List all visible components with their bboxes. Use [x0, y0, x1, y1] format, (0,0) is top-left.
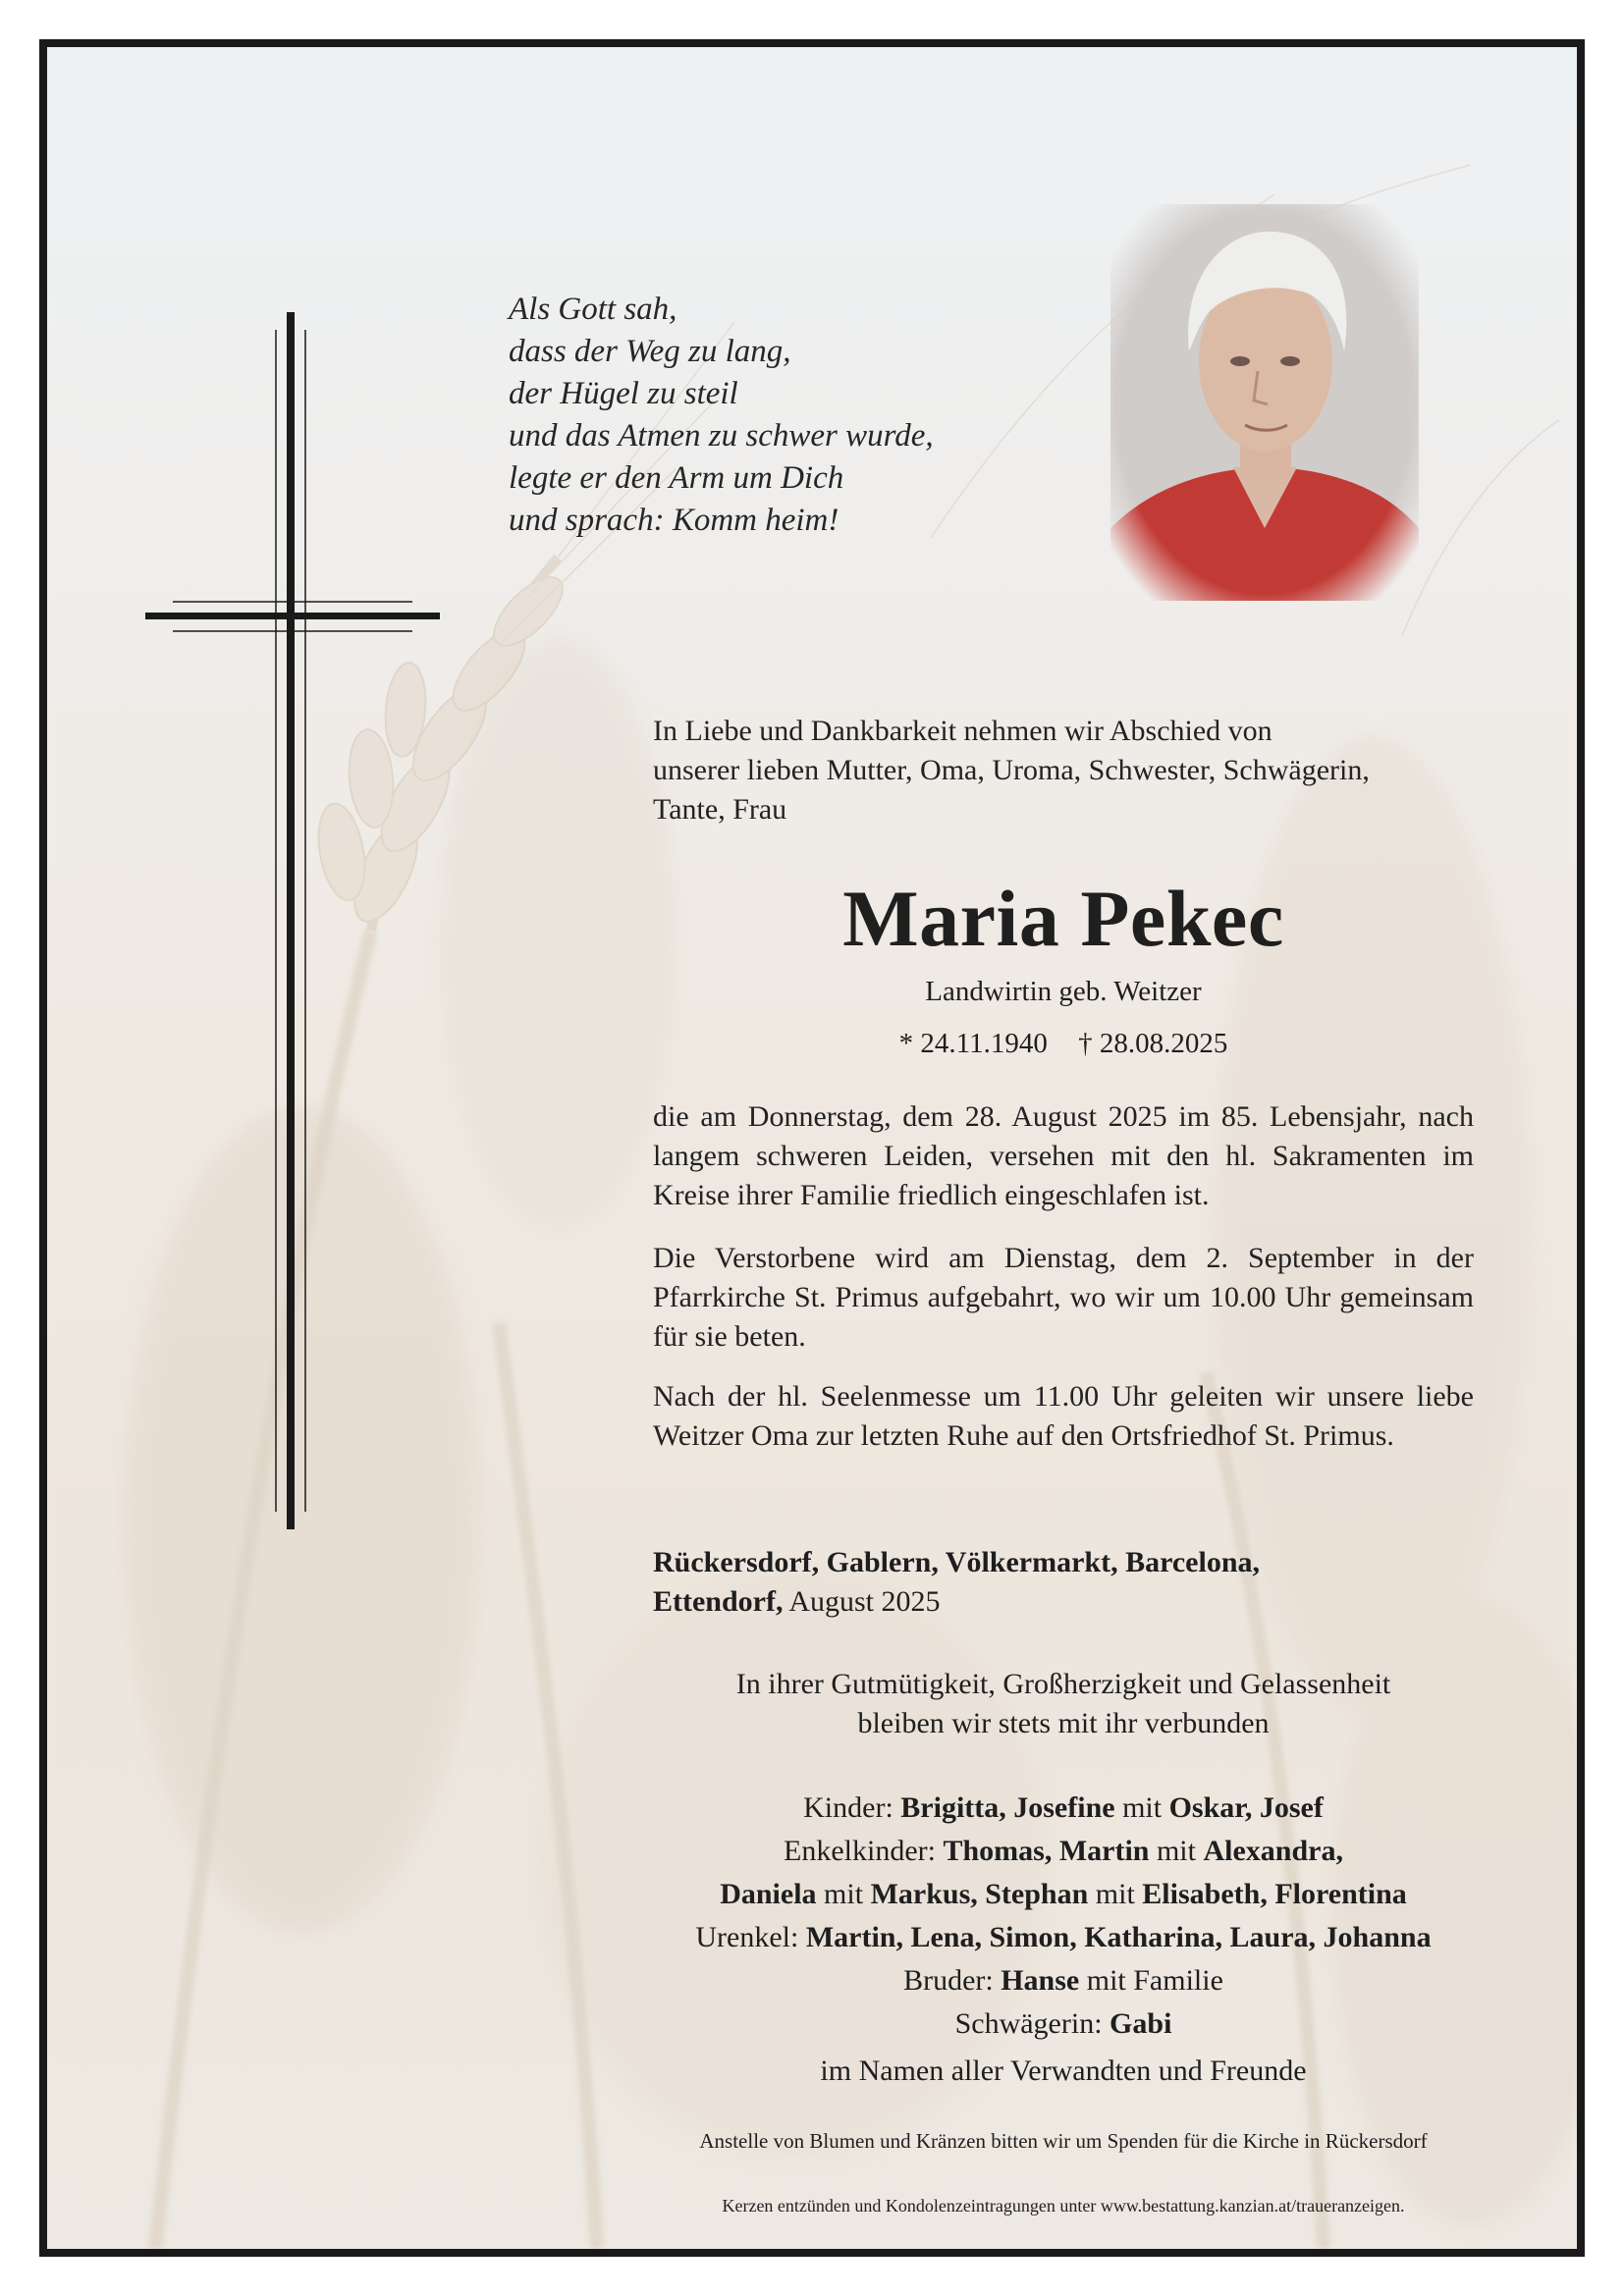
intro-line: In Liebe und Dankbarkeit nehmen wir Abschied von [653, 715, 1272, 747]
poem-line: legte er den Arm um Dich [509, 460, 844, 496]
poem-line: und sprach: Komm heim! [509, 503, 839, 538]
poem [509, 289, 934, 542]
family-line [614, 1787, 1513, 1830]
family-names: Alexandra, [1203, 1835, 1343, 1867]
deceased-name: Maria Pekec [842, 874, 1284, 963]
intro-text [653, 712, 1474, 829]
family-label: mit [1149, 1835, 1204, 1867]
family-names: Martin, Lena, Simon, Katharina, Laura, Johanna [805, 1921, 1432, 1953]
family-line [614, 2002, 1513, 2046]
condolence-note: Kerzen entzünden und Kondolenzeintragungen unter www.bestattung.kanzian.at/traueranzeigen. [722, 2196, 1405, 2216]
date-text: August 2025 [783, 1585, 941, 1618]
family-label: Schwägerin: [954, 2007, 1110, 2040]
places-line: Ettendorf, [653, 1585, 784, 1618]
places-line: Rückersdorf, Gablern, Völkermarkt, Barcelona, [653, 1546, 1261, 1578]
in-names-line: im Namen aller Verwandten und Freunde [820, 2055, 1307, 2087]
portrait-photo [1110, 204, 1419, 601]
family-label: mit Familie [1079, 1964, 1223, 1997]
family-names: Elisabeth, Florentina [1142, 1878, 1407, 1910]
paragraph-funeral: Nach der hl. Seelenmesse um 11.00 Uhr geleiten wir unsere liebe Weitzer Oma zur letzten Ruhe auf den Ortsfriedhof St. Primus. [653, 1380, 1474, 1452]
intro-line: Tante, Frau [653, 793, 787, 826]
family-names: Markus, Stephan [870, 1878, 1089, 1910]
family-label: mit [1114, 1791, 1169, 1824]
family-names: Brigitta, Josefine [900, 1791, 1115, 1824]
family-names: Hanse [1001, 1964, 1080, 1997]
family-names: Thomas, Martin [943, 1835, 1150, 1867]
family-label: mit [816, 1878, 871, 1910]
closing-line: bleiben wir stets mit ihr verbunden [857, 1707, 1270, 1739]
family-line [614, 1959, 1513, 2002]
poem-line: dass der Weg zu lang, [509, 334, 791, 369]
paragraph-wake: Die Verstorbene wird am Dienstag, dem 2. September in der Pfarrkirche St. Primus aufgebahrt, wo wir um 10.00 Uhr gemeinsam für sie beten. [653, 1242, 1474, 1353]
family-label: Kinder: [803, 1791, 901, 1824]
family-line [614, 1916, 1513, 1959]
family-label: Urenkel: [695, 1921, 806, 1953]
cross-icon [145, 312, 440, 1529]
places-and-date [653, 1543, 1474, 1622]
obituary-frame [39, 39, 1585, 2257]
family-label: mit [1088, 1878, 1143, 1910]
family-names: Daniela [720, 1878, 817, 1910]
poem-line: und das Atmen zu schwer wurde, [509, 418, 934, 454]
intro-line: unserer lieben Mutter, Oma, Uroma, Schwester, Schwägerin, [653, 754, 1370, 786]
closing-line: In ihrer Gutmütigkeit, Großherzigkeit und Gelassenheit [735, 1668, 1391, 1700]
life-dates [653, 1025, 1474, 1062]
family-names: Oskar, Josef [1168, 1791, 1324, 1824]
death-date: † 28.08.2025 [1078, 1028, 1228, 1059]
family-label: Bruder: [903, 1964, 1001, 1997]
poem-line: Als Gott sah, [509, 292, 677, 327]
donation-note: Anstelle von Blumen und Kränzen bitten wir um Spenden für die Kirche in Rückersdorf [699, 2129, 1428, 2153]
paragraph-death: die am Donnerstag, dem 28. August 2025 im 85. Lebensjahr, nach langem schweren Leiden, versehen mit den hl. Sakramenten im Kreise ihrer Familie friedlich eingeschlafen ist. [653, 1100, 1474, 1211]
family-line [614, 1873, 1513, 1916]
occupation-maiden-name: Landwirtin geb. Weitzer [925, 976, 1202, 1007]
closing-words [614, 1665, 1513, 1743]
birth-date: * 24.11.1940 [898, 1028, 1048, 1059]
family-line [614, 1830, 1513, 1873]
family-names: Gabi [1110, 2007, 1172, 2040]
family-list [614, 1787, 1513, 2046]
family-label: Enkelkinder: [784, 1835, 944, 1867]
poem-line: der Hügel zu steil [509, 376, 738, 411]
